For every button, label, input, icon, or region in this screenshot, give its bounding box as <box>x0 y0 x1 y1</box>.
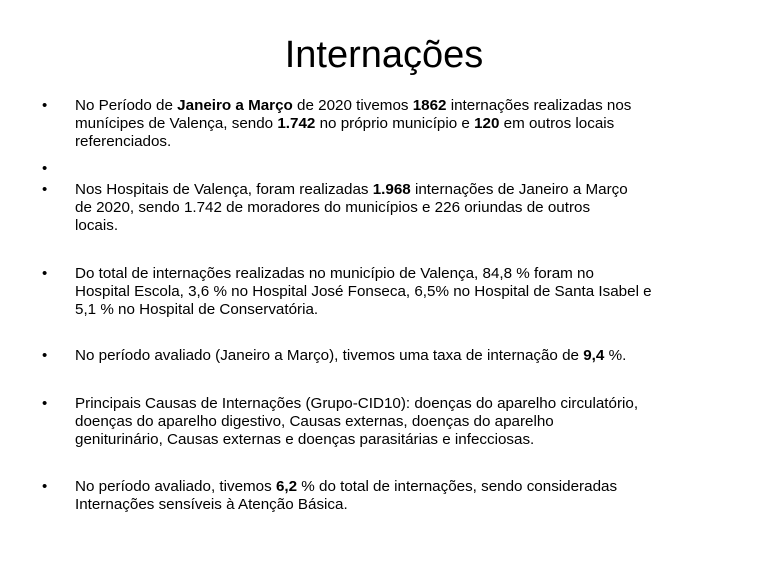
bullet-text-line <box>75 283 727 301</box>
bullet-text-line <box>75 478 727 496</box>
bold-text: 1.742 <box>277 115 316 132</box>
text-segment: de 2020 tivemos <box>292 97 413 114</box>
text-segment: No período avaliado (Janeiro a Março), tivemos uma taxa de internação de <box>75 347 584 364</box>
text-segment: % do total de internações, sendo consideradas <box>297 478 618 495</box>
bullet-text-line <box>75 413 727 431</box>
bold-text: 1.968 <box>372 181 411 198</box>
text-segment: Principais Causas de Internações (Grupo-CID10): doenças do aparelho circulatório, <box>75 395 639 412</box>
bullet-text-line <box>75 217 727 235</box>
text-segment: internações realizadas nos <box>446 97 632 114</box>
text-segment: doenças do aparelho digestivo, Causas externas, doenças do aparelho <box>75 413 554 430</box>
text-segment: referenciados. <box>75 133 172 150</box>
bullet-text-line <box>75 395 727 413</box>
text-segment: Nos Hospitais de Valença, foram realizadas <box>75 181 373 198</box>
text-segment: No período avaliado, tivemos <box>75 478 276 495</box>
text-segment: no próprio município e <box>315 115 475 132</box>
text-segment: locais. <box>75 217 119 234</box>
bold-text: Janeiro a Março <box>177 97 293 114</box>
text-segment: %. <box>604 347 627 364</box>
bullet-dot: • <box>42 160 48 177</box>
text-segment: Do total de internações realizadas no município de Valença, 84,8 % foram no <box>75 265 594 282</box>
text-segment: No Período de <box>75 97 178 114</box>
text-segment: Hospital Escola, 3,6 % no Hospital José Fonseca, 6,5% no Hospital de Santa Isabel e <box>75 283 652 300</box>
bullet-dot: • <box>42 395 48 412</box>
bullet-text-line <box>75 199 727 217</box>
bullet-text-line <box>75 301 727 319</box>
slide-title: Internações <box>284 34 484 76</box>
bullet-text-line <box>75 133 727 151</box>
bold-text: 6,2 <box>275 478 298 495</box>
bullet-text-line <box>75 181 727 199</box>
bullet-text-line <box>75 347 727 365</box>
bullet-text-line <box>75 265 727 283</box>
text-segment: munícipes de Valença, sendo <box>75 115 278 132</box>
bullet-text-line <box>75 97 727 115</box>
text-segment: geniturinário, Causas externas e doenças parasitárias e infecciosas. <box>75 431 535 448</box>
bullet-text-line <box>75 496 727 514</box>
text-segment: de 2020, sendo 1.742 de moradores do municípios e 226 oriundas de outros <box>75 199 591 216</box>
bullet-dot: • <box>42 478 48 495</box>
bullet-dot: • <box>42 265 48 282</box>
bullet-dot: • <box>42 97 48 114</box>
bold-text: 9,4 <box>583 347 605 364</box>
bullet-text-line <box>75 115 727 133</box>
text-segment: em outros locais <box>499 115 615 132</box>
text-segment: Internações sensíveis à Atenção Básica. <box>75 496 348 513</box>
bullet-dot: • <box>42 181 48 198</box>
bullet-text-line <box>75 431 727 449</box>
bullet-dot: • <box>42 347 48 364</box>
text-segment: 5,1 % no Hospital de Conservatória. <box>75 301 319 318</box>
bold-text: 1862 <box>412 97 447 114</box>
bold-text: 120 <box>474 115 500 132</box>
text-segment: internações de Janeiro a Março <box>410 181 628 198</box>
